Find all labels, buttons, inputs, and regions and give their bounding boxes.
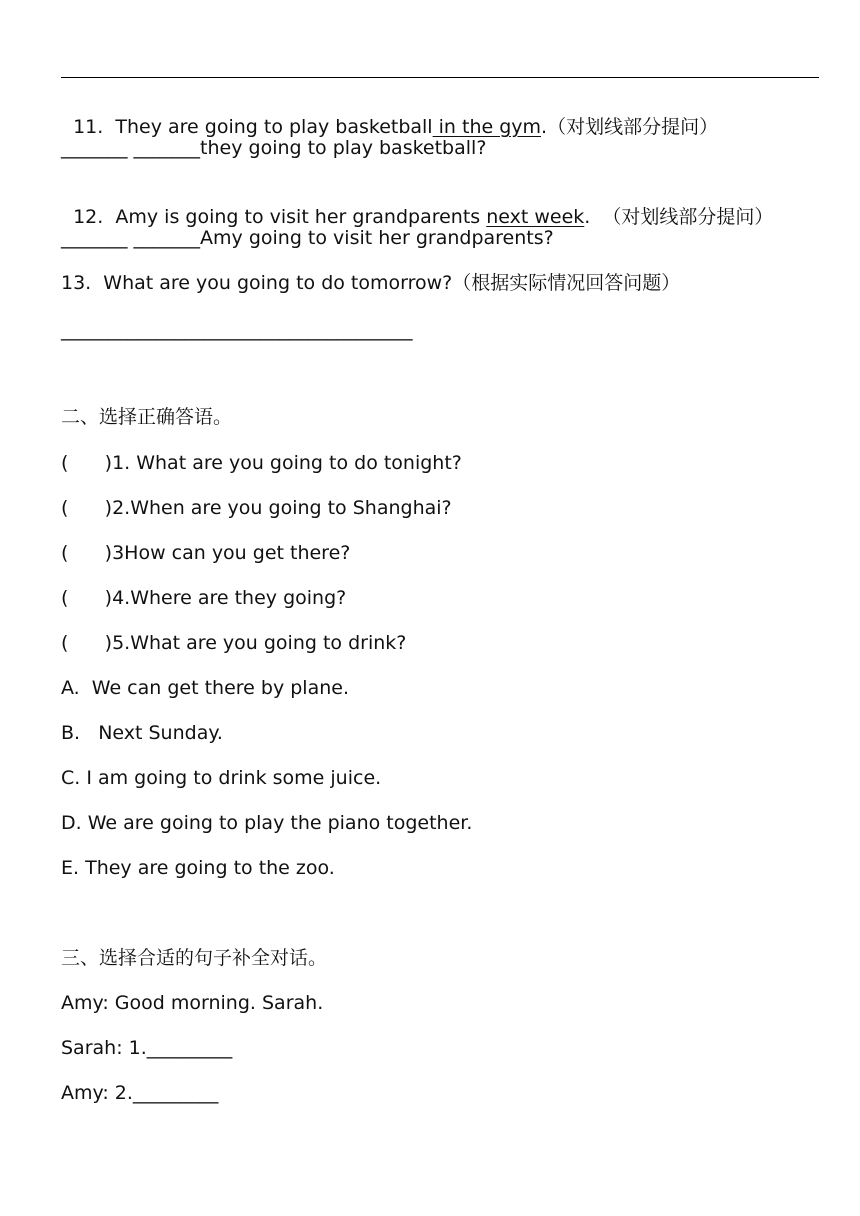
question-12 xyxy=(61,181,773,229)
question-11-prefix: 11. They are going to play basketball xyxy=(73,116,433,138)
section-2-option: D. We are going to play the piano together. xyxy=(61,812,473,834)
section-3-heading: 三、选择合适的句子补全对话。 xyxy=(61,947,328,969)
section-2-option: C. I am going to drink some juice. xyxy=(61,767,382,789)
section-2-question: ( )3How can you get there? xyxy=(61,542,351,564)
question-11-suffix: .（对划线部分提问） xyxy=(541,116,719,138)
question-13: 13. What are you going to do tomorrow?（根据实际情况回答问题） xyxy=(61,272,681,294)
section-2-question: ( )5.What are you going to drink? xyxy=(61,632,407,654)
section-2-option: A. We can get there by plane. xyxy=(61,677,349,699)
section-2-question: ( )4.Where are they going? xyxy=(61,587,347,609)
section-2-option: B. Next Sunday. xyxy=(61,722,223,744)
question-12-prefix: 12. Amy is going to visit her grandparents xyxy=(73,206,487,228)
question-12-answer-line: _______ _______Amy going to visit her grandparents? xyxy=(61,227,554,249)
question-12-underlined: next week xyxy=(486,206,585,228)
question-11-underlined: in the gym xyxy=(432,116,542,138)
section-2-option: E. They are going to the zoo. xyxy=(61,857,335,879)
section-2-question: ( )2.When are you going to Shanghai? xyxy=(61,497,452,519)
dialogue-line: Amy: Good morning. Sarah. xyxy=(61,992,324,1014)
section-2-heading: 二、选择正确答语。 xyxy=(61,406,233,428)
question-12-suffix: . （对划线部分提问） xyxy=(584,206,774,228)
top-divider xyxy=(61,77,819,78)
question-11-answer-line: _______ _______they going to play basketball? xyxy=(61,137,487,159)
question-11 xyxy=(61,91,718,139)
dialogue-line: Amy: 2._________ xyxy=(61,1082,219,1104)
question-13-answer-line: _____________________________________ xyxy=(61,319,413,341)
dialogue-line: Sarah: 1._________ xyxy=(61,1037,233,1059)
section-2-question: ( )1. What are you going to do tonight? xyxy=(61,452,462,474)
